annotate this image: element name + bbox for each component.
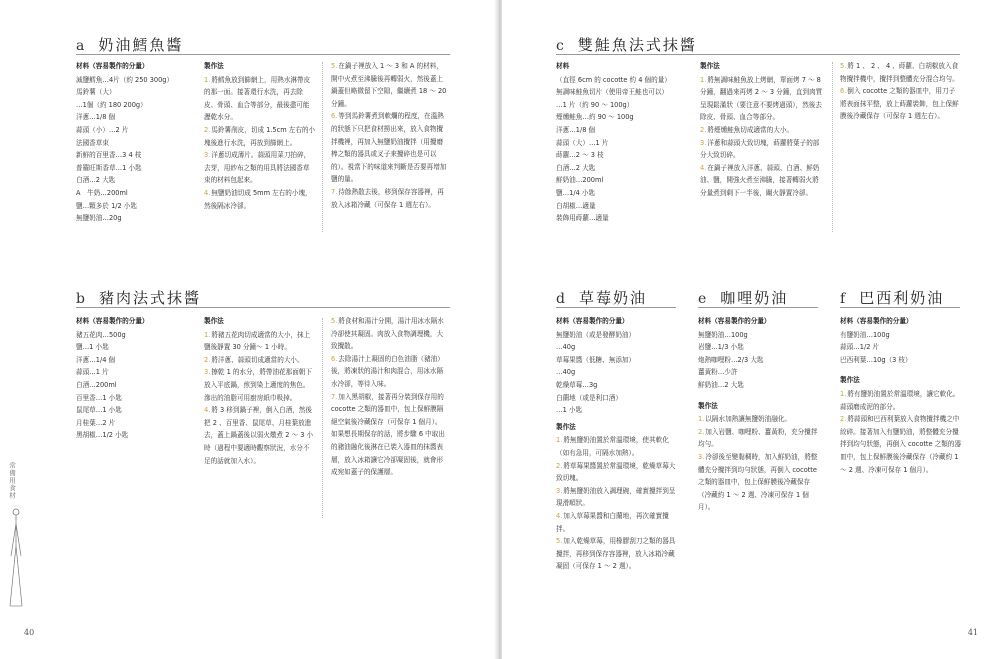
recipe-e-ingredients-header: 材料（容易製作的分量） (698, 317, 771, 325)
ingredient-line: 白酒…200ml (76, 380, 117, 389)
ingredient-line: 有鹽奶油…100g (840, 330, 890, 339)
step-text: 等到馬鈴薯煮到軟爛的程度，在溫熱的狀態下只把食材撈出來，放入食物攪拌機裡，再加入無鹽奶油攪拌（用攪磨棒之類的器具或叉子來攪碎也是可以的）。視當下的味道來判斷是否要再增加鹽的量。 (331, 112, 447, 184)
method-step (556, 535, 678, 573)
recipe-f-body (840, 315, 962, 476)
recipe-b-ingredient-list (76, 329, 194, 442)
recipe-c-ingredient-list (556, 74, 694, 225)
step-number: 7. (331, 187, 338, 196)
recipe-e-body (698, 315, 820, 514)
method-step (698, 451, 820, 514)
recipe-b-separator (322, 318, 323, 518)
ingredient-line: 薑黃粉…少許 (698, 368, 738, 377)
method-step (840, 60, 960, 85)
recipe-b-steps-col2 (331, 315, 447, 479)
recipe-f-ingredients-header: 材料（容易製作的分量） (840, 317, 913, 325)
method-step (700, 162, 824, 200)
step-text: 將無鹽奶油置於常溫環境，使其軟化（如有急用，可隔水加熱）。 (556, 436, 669, 457)
recipe-c-ingredients-header: 材料 (556, 62, 570, 70)
recipe-e-heading (698, 287, 788, 308)
step-number: 2. (698, 427, 705, 436)
step-number: 4. (204, 188, 211, 197)
recipe-a-separator (322, 62, 323, 232)
step-text: 以隔水加熱讓無鹽奶油融化。 (705, 415, 792, 424)
method-step (204, 354, 316, 367)
step-text: 加入岩鹽、咖哩粉、薑黃粉，充分攪拌均勻。 (698, 427, 818, 449)
recipe-b-ingredients-header: 材料（容易製作的分量） (76, 317, 149, 325)
step-number: 1. (204, 75, 211, 84)
ingredient-line: 鮮奶油…2 大匙 (698, 380, 744, 389)
recipe-f-letter: f (840, 291, 846, 307)
ingredient-line: 減鹽鱈魚…4片（約 250 300g） (76, 75, 174, 84)
step-text: 將無調味鮭魚放上烤網，單面烤 7 ～ 8 分鐘，翻過來再烤 2 ～ 3 分鐘，直到肉質呈現鬆滿狀（要注意不要烤過頭），然後去除皮、骨頭、血合等部分。 (700, 75, 823, 122)
recipe-d-ingredient-list (556, 329, 678, 417)
recipe-f-title: 巴西利奶油 (859, 289, 945, 307)
ingredient-line: …40g (556, 368, 576, 377)
step-text: 將有鹽奶油置於常溫環境，讓它軟化。蒜頭磨成泥的部分。 (840, 389, 960, 411)
step-number: 5. (840, 62, 847, 70)
step-text: 將煙燻鮭魚切成適當的大小。 (707, 125, 794, 134)
recipe-b-heading (76, 287, 201, 308)
step-text: 在鍋子裡放入 1 ～ 3 和 A 的材料，開中火煮至沸騰後再轉弱火，然後蓋上鍋蓋但略微留下空隙，繼續煮 18 ～ 20 分鐘。 (331, 62, 447, 108)
ingredient-line: …40g (556, 343, 576, 352)
method-step (556, 434, 678, 459)
page-number-right: 41 (967, 628, 978, 637)
ingredient-line: 蒜頭…1/2 片 (840, 343, 880, 352)
step-text: 將草莓果醬置於常溫環境，乾燥草莓大致切塊。 (556, 461, 676, 483)
recipe-c-method-col1 (700, 60, 824, 200)
ingredient-line: 新鮮的百里香…3 4 枝 (76, 151, 142, 160)
recipe-d-body (556, 315, 678, 573)
page-number-left: 40 (24, 628, 35, 637)
recipe-a-ingredient-list (76, 74, 194, 225)
recipe-f-rule (840, 307, 960, 308)
step-text: 馬鈴薯削皮，切成 1.5cm 左右的小塊後進行水洗，再放到篩網上。 (204, 125, 316, 147)
recipe-a-title: 奶油鱈魚醬 (98, 36, 184, 54)
recipe-d-title: 草莓奶油 (578, 289, 647, 307)
method-step (331, 60, 447, 110)
step-text: 去除湯汁上凝固的白色油脂（豬油）後，將凍狀的湯汁和肉混合，用冰水隔水冷卻，等待入味。 (331, 354, 444, 388)
method-step (700, 74, 824, 124)
recipe-b-title: 豬肉法式抹醬 (98, 289, 201, 307)
ingredient-line: 蒜頭（大）…1 片 (556, 138, 609, 147)
step-number: 6. (840, 87, 847, 96)
step-number: 1. (556, 436, 563, 445)
ingredient-line: 洋蔥…1/8 個 (556, 125, 596, 134)
ingredient-line: 豬五花肉…500g (76, 330, 126, 339)
recipe-a-ingredients (76, 60, 194, 225)
step-text: 將洋蔥、蒜頭切成適當的大小。 (211, 355, 304, 364)
step-text: 洋蔥切成薄片。蒜頭用菜刀拍碎，去芽，用紗布之類的用具將法國香草束的材料包起來。 (204, 151, 311, 185)
method-step (698, 413, 820, 426)
method-step (331, 110, 447, 186)
ingredient-line: 煙燻鮭魚…約 90 ～ 100g (556, 113, 634, 122)
method-step (331, 186, 447, 211)
ingredient-line: …1 小匙 (556, 406, 583, 415)
recipe-c-steps-col2 (840, 60, 960, 123)
method-step (204, 74, 316, 124)
recipe-a-steps-col2 (331, 60, 447, 211)
step-text: 將 1 、 2 、 4 、蒔蘿、白胡椒放入食物攪拌機中，攪拌到整體充分混合均勻。 (840, 62, 959, 83)
step-text: 加入草莓果醬和白蘭地，再次確實攪拌。 (556, 511, 669, 533)
recipe-f-heading (840, 287, 944, 308)
step-text: 冷卻後至變黏稠時，加入鮮奶油，將整體充分攪拌到均勻狀態，再倒入 cocotte 之類的器皿中，包上保鮮膜後冷藏保存（冷藏約 1 ～ 2 週、冷凍可保存 1 個月）。 (698, 452, 818, 512)
step-text: 將豬五花肉切成適當的大小，抹上鹽後靜置 30 分鐘～ 1 小時。 (204, 330, 311, 352)
ingredient-line: 白酒…2 大匙 (76, 176, 116, 185)
method-step (840, 388, 962, 413)
recipe-d-ingredients-header: 材料（容易製作的分量） (556, 317, 629, 325)
step-number: 5. (331, 317, 338, 325)
step-number: 5. (331, 62, 338, 70)
step-number: 2. (700, 125, 707, 134)
recipe-e-steps (698, 413, 820, 514)
step-number: 2. (840, 415, 847, 424)
step-number: 1. (204, 330, 211, 339)
ingredient-line: 百里香…1 小匙 (76, 393, 122, 402)
ingredient-line: 蒜頭（小）…2 片 (76, 125, 129, 134)
recipe-c-letter: c (556, 38, 564, 54)
recipe-a-rule (76, 54, 450, 55)
ingredient-line: 白酒…2 大匙 (556, 163, 596, 172)
method-step (556, 460, 678, 485)
ingredient-line: 普羅旺斯香草…1 小匙 (76, 163, 142, 172)
recipe-c-title: 雙鮭魚法式抹醬 (577, 36, 697, 54)
method-step (204, 404, 316, 467)
recipe-a-steps-col1 (204, 74, 316, 213)
recipe-b-method-col2 (331, 315, 447, 479)
step-text: 將鱈魚放到篩網上，用熱水淋帶皮的那一面。接著還行水洗，再去除皮、骨頭、血合等部分，最後盡可能瀝乾水分。 (204, 75, 311, 122)
step-number: 2. (556, 461, 563, 470)
ingredient-line: 無鹽奶油…100g (698, 330, 748, 339)
ingredient-line: 蒜頭…1 片 (76, 368, 109, 377)
ingredient-line: 鼠尾草…1 小匙 (76, 406, 122, 415)
ingredient-line: 洋蔥…1/4 個 (76, 355, 116, 364)
recipe-b-method-header: 製作法 (204, 317, 224, 325)
step-text: 倒入 cocotte 之類的器皿中，用刀子將表面抹平整，放上蒔蘿裝飾，包上保鮮膜後冷藏保存（可保存 1 週左右）。 (840, 87, 959, 121)
method-step (556, 510, 678, 535)
recipe-d-steps (556, 434, 678, 573)
recipe-d-heading (556, 287, 647, 308)
recipe-a-method-col1 (204, 60, 316, 212)
ingredient-line: 鹽…1/4 小匙 (556, 188, 596, 197)
step-text: 將 3 移到鍋子裡，倒入白酒，然後把 2 、百里香、鼠尾草、月桂葉放進去，蓋上鍋蓋後以弱火燉煮 2 ～ 3 小時（過程中要適時觀察狀況，水分不足的話就加入水）。 (204, 406, 314, 465)
method-step (331, 315, 447, 353)
ingredient-line: 無調味鮭魚切片（使用帝王鮭也可以） (556, 88, 669, 97)
ingredient-line: 乾燥草莓…3g (556, 380, 598, 389)
recipe-b-method-col1 (204, 315, 316, 467)
step-number: 7. (331, 392, 338, 401)
method-step (204, 124, 316, 149)
recipe-e-letter: e (698, 291, 707, 307)
recipe-c-separator (832, 62, 833, 232)
method-step (698, 426, 820, 451)
recipe-b-ingredients (76, 315, 194, 442)
step-text: 洋蔥和蒜頭大致切塊，蒔蘿將葉子的部分大致切碎。 (700, 138, 820, 160)
ingredient-line: 白胡椒…適量 (556, 201, 596, 210)
method-step (331, 391, 447, 479)
step-number: 2. (204, 125, 211, 134)
recipe-c-method-header: 製作法 (700, 62, 720, 70)
right-page (502, 0, 1000, 659)
ingredient-line: 岩鹽…1/3 小匙 (698, 343, 744, 352)
step-text: 將無鹽奶油放入調理碗，確實攪拌到呈現滑順狀。 (556, 486, 676, 508)
ingredient-line: （直徑 6cm 的 cocotte 約 4 個的量） (556, 75, 671, 84)
ingredient-line: …1 片（約 90 ～ 100g） (556, 100, 634, 109)
step-number: 3. (556, 486, 563, 495)
step-number: 3. (698, 452, 705, 461)
recipe-d-rule (556, 307, 676, 308)
step-number: 4. (700, 163, 707, 172)
recipe-b-rule (76, 307, 450, 308)
ingredient-line: 白蘭地（或是利口酒） (556, 393, 622, 402)
method-step (700, 137, 824, 162)
recipe-f-method-header: 製作法 (840, 376, 860, 385)
recipe-b-steps-col1 (204, 329, 316, 468)
side-tab-label: 常備用食材 (8, 462, 16, 500)
ingredient-line: A 牛奶…200ml (76, 188, 128, 197)
step-number: 3. (700, 138, 707, 147)
step-text: 待餘熱散去後，移到保存容器裡，再放入冰箱冷藏（可保存 1 週左右）。 (331, 187, 444, 209)
step-number: 4. (204, 406, 211, 415)
left-page (0, 0, 498, 659)
step-number: 1. (700, 75, 707, 84)
side-tab (8, 462, 22, 620)
ingredient-line: 無鹽奶油（或是發酵奶油） (556, 330, 636, 339)
step-text: 在鍋子裡放入洋蔥、蒜頭、白酒、鮮奶油、鹽，開強火煮至沸騰，接著轉弱火將分量煮到剩下一半後，關火靜置冷卻。 (700, 163, 820, 197)
ingredient-line: 裝飾用蒔蘿…適量 (556, 214, 609, 223)
ingredient-line: 月桂葉…2 片 (76, 418, 116, 427)
ingredient-line: 鹽…1 小匙 (76, 343, 109, 352)
method-step (840, 413, 962, 476)
step-text: 無鹽奶油切成 5mm 左右的小塊，然後隔冰冷卻。 (204, 188, 312, 210)
recipe-c-steps-col1 (700, 74, 824, 200)
method-step (204, 366, 316, 404)
ingredient-line: 洋蔥…1/8 個 (76, 113, 116, 122)
ingredient-line: 草莓果醬（低糖、無添加） (556, 355, 636, 364)
ingredient-line: 巴西利葉…10g（3 枝） (840, 355, 912, 364)
recipe-a-heading (76, 34, 183, 55)
recipe-e-method-header: 製作法 (698, 401, 718, 410)
ingredient-line: 蒔蘿…2 ～ 3 枝 (556, 151, 604, 160)
method-step (331, 353, 447, 391)
method-step (700, 124, 824, 137)
step-text: 將蒜頭和巴西利葉放入食物攪拌機之中絞碎。接著加入有鹽奶油，將整體充分攪拌到均勻狀態，再倒入 cocotte 之類的器皿中，包上保鮮膜後冷藏保存（冷藏約 1 ～ 2 週、冷凍可保存 1 個月）。 (840, 415, 962, 474)
step-number: 6. (331, 354, 338, 363)
step-number: 4. (556, 511, 563, 520)
recipe-a-method-header: 製作法 (204, 62, 224, 70)
step-number: 3. (204, 368, 211, 377)
recipe-a-letter: a (76, 38, 85, 54)
recipe-e-ingredient-list (698, 329, 820, 392)
ingredient-line: 鹽…顆多於 1/2 小匙 (76, 201, 137, 210)
ingredient-line: 炮熱咖哩粉…2/3 大匙 (698, 355, 764, 364)
recipe-a-method-col2 (331, 60, 447, 211)
ingredient-line: 鮮奶油…200ml (556, 176, 604, 185)
step-number: 3. (204, 151, 211, 160)
step-text: 加入黑胡椒，接著再分裝到保存用的 cocotte 之類的器皿中，包上保鮮膜隔絕空氣後冷藏保存（可保存 1 個月）。如果想長期保存的話，將步驟 6 中取出的豬油融化後淋在已裝入器皿的抹醬表層，放入冰箱讓它冷卻凝固後，就會形成宛如蓋子的保護層。 (331, 392, 445, 477)
ingredient-line: 黑胡椒…1/2 小匙 (76, 431, 129, 440)
step-text: 加入乾燥草莓，用橡膠刮刀之類的器具攪拌，再移到保存容器裡，放入冰箱冷藏凝固（可保存 1 ～ 2 週）。 (556, 537, 676, 571)
step-number: 1. (840, 389, 847, 398)
recipe-a-ingredients-header: 材料（容易製作的分量） (76, 62, 149, 70)
ingredient-line: …1個（約 180 200g） (76, 100, 147, 109)
recipe-d-method-header: 製作法 (556, 422, 576, 431)
ingredient-line: 馬鈴薯（大） (76, 88, 116, 97)
recipe-b-letter: b (76, 291, 85, 307)
recipe-c-rule (556, 54, 960, 55)
recipe-f-steps (840, 388, 962, 476)
method-step (204, 187, 316, 212)
recipe-e-rule (698, 307, 818, 308)
method-step (556, 485, 678, 510)
recipe-c-ingredients (556, 60, 694, 225)
recipe-d-letter: d (556, 291, 565, 307)
ingredient-line: 無鹽奶油…20g (76, 214, 122, 223)
step-number: 1. (698, 415, 705, 424)
step-number: 6. (331, 112, 338, 121)
method-step (204, 329, 316, 354)
step-number: 2. (204, 355, 211, 364)
recipe-c-method-col2 (840, 60, 960, 123)
method-step (840, 85, 960, 123)
recipe-c-heading (556, 34, 697, 55)
step-text: 擦乾 1 的水分，將帶油花那面朝下放入平底鍋，煎到染上適度的焦色。滲出的油脂可用廚房紙巾吸掉。 (204, 368, 312, 402)
method-step (204, 149, 316, 187)
step-text: 將食材和湯汁分開，湯汁用冰水隔水冷卻使其凝固。肉放入食物調理機，大致攪散。 (331, 317, 444, 351)
step-number: 5. (556, 537, 563, 546)
figure-illustration-icon (8, 506, 24, 616)
recipe-e-title: 咖哩奶油 (720, 289, 789, 307)
ingredient-line: 法國香草束 (76, 138, 109, 147)
recipe-f-ingredient-list (840, 329, 962, 367)
